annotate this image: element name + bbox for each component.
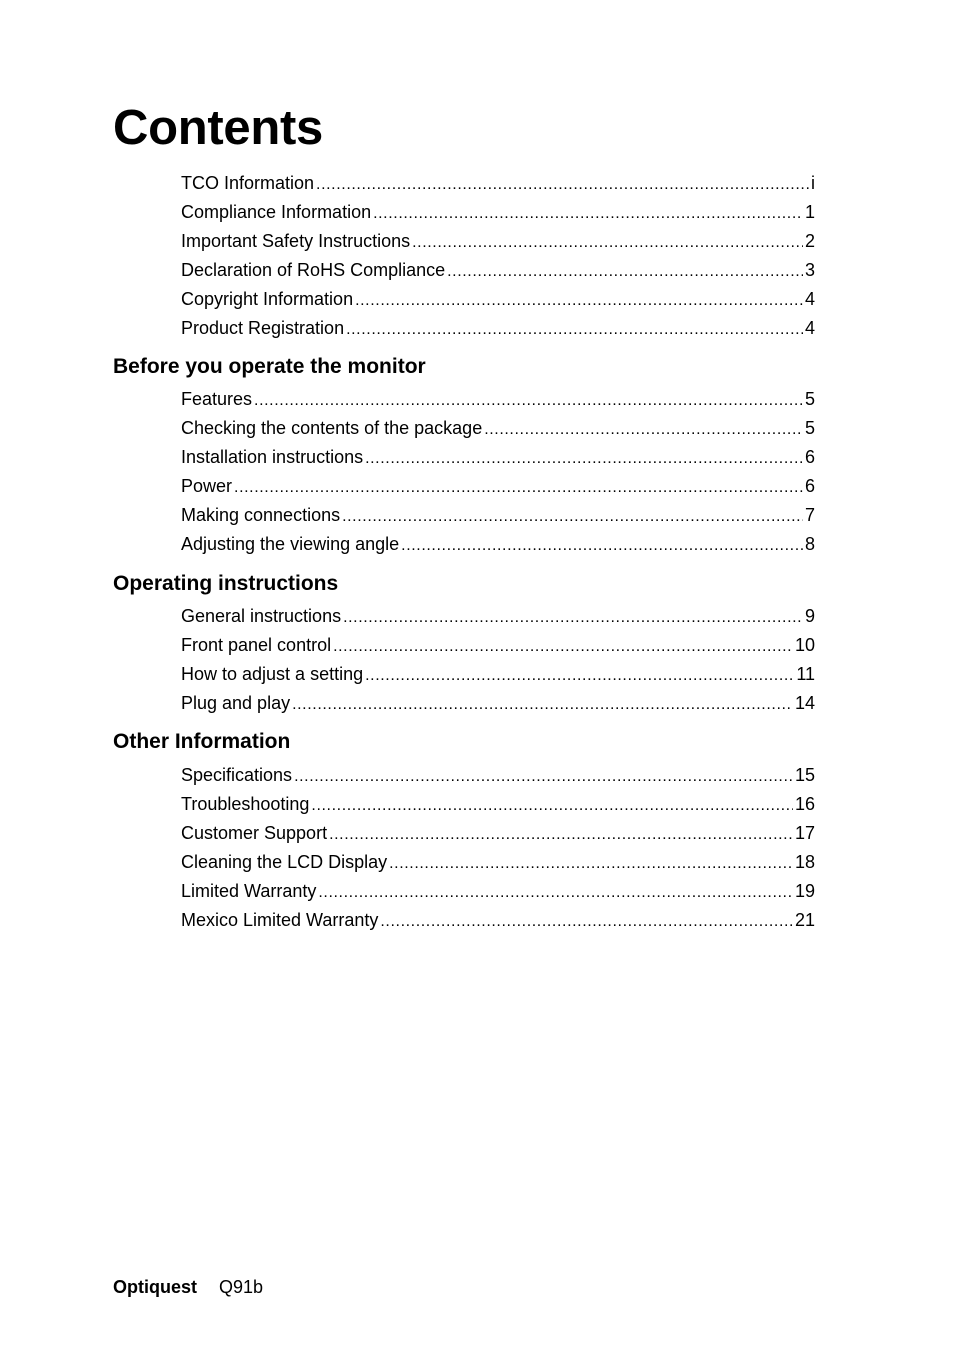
dot-leader <box>355 290 803 310</box>
toc-entry-page-number: 6 <box>804 446 815 467</box>
dot-leader <box>447 261 803 281</box>
toc-entry[interactable] <box>181 663 815 685</box>
toc-entry[interactable] <box>181 317 815 339</box>
toc-entry-label: Adjusting the viewing angle <box>181 533 400 554</box>
toc-entry-label: Customer Support <box>181 822 328 843</box>
toc-entry[interactable] <box>181 605 815 627</box>
section-heading: Other Information <box>113 730 291 753</box>
toc-entry-label: TCO Information <box>181 173 315 193</box>
toc-entry-page-number: 7 <box>804 504 815 525</box>
dot-leader <box>365 665 794 685</box>
dot-leader <box>373 203 803 223</box>
toc-entry[interactable] <box>181 417 815 439</box>
toc-entry[interactable] <box>181 822 815 844</box>
toc-entry-page-number: 2 <box>804 230 815 251</box>
toc-entry-page-number: 5 <box>804 417 815 438</box>
toc-entry-page-number: 4 <box>804 317 815 338</box>
toc-entry[interactable] <box>181 504 815 526</box>
toc-entry-page-number: 5 <box>804 389 815 409</box>
toc-entry[interactable] <box>181 288 815 310</box>
toc-entry-page-number: 10 <box>794 634 815 655</box>
toc-entry[interactable] <box>181 764 815 786</box>
dot-leader <box>329 824 793 844</box>
toc-entry-page-number: 9 <box>804 606 815 626</box>
toc-entry-label: Power <box>181 475 233 496</box>
toc-entry-page-number: 19 <box>794 880 815 901</box>
toc-entry-page-number: 8 <box>804 533 815 554</box>
toc-entry-page-number: 3 <box>804 259 815 280</box>
toc-entry[interactable] <box>181 172 815 194</box>
toc-entry[interactable] <box>181 533 815 555</box>
toc-entry-page-number: 6 <box>804 475 815 496</box>
toc-entry[interactable] <box>181 851 815 873</box>
dot-leader <box>343 607 803 627</box>
dot-leader <box>318 882 793 902</box>
toc-entry-label: Front panel control <box>181 634 332 655</box>
toc-entry-page-number: 1 <box>804 201 815 222</box>
toc-entry-label: Product Registration <box>181 317 345 338</box>
toc-entry-label: Specifications <box>181 765 293 785</box>
toc-entry[interactable] <box>181 880 815 902</box>
dot-leader <box>292 694 793 714</box>
toc-entry[interactable] <box>181 793 815 815</box>
toc-entry[interactable] <box>181 909 815 931</box>
toc-entry-page-number: i <box>811 173 815 193</box>
dot-leader <box>484 419 803 439</box>
toc-entry-page-number: 15 <box>794 765 815 785</box>
dot-leader <box>294 766 793 786</box>
dot-leader <box>234 477 803 497</box>
toc-entry-label: Compliance Information <box>181 201 372 222</box>
footer-brand: Optiquest <box>113 1277 197 1297</box>
toc-entry[interactable] <box>181 692 815 714</box>
dot-leader <box>254 390 803 410</box>
toc-entry[interactable] <box>181 634 815 656</box>
page-footer <box>113 1276 263 1298</box>
dot-leader <box>346 319 803 339</box>
toc-entry-label: Mexico Limited Warranty <box>181 909 379 930</box>
toc-entry-page-number: 4 <box>804 288 815 309</box>
toc-entry-label: Troubleshooting <box>181 793 310 814</box>
dot-leader <box>412 232 803 252</box>
section-heading: Operating instructions <box>113 572 339 595</box>
toc-entry-page-number: 18 <box>794 851 815 872</box>
toc-entry-page-number: 11 <box>796 663 815 684</box>
section-heading: Before you operate the monitor <box>113 355 426 378</box>
toc-entry[interactable] <box>181 475 815 497</box>
toc-entry-page-number: 14 <box>794 692 815 713</box>
toc-entry-label: General instructions <box>181 606 342 626</box>
toc-entry[interactable] <box>181 201 815 223</box>
toc-entry[interactable] <box>181 446 815 468</box>
dot-leader <box>316 174 809 194</box>
toc-entry-label: Installation instructions <box>181 446 364 467</box>
page-title: Contents <box>113 101 323 155</box>
footer-model: Q91b <box>219 1277 264 1297</box>
toc-entry-label: Making connections <box>181 504 341 525</box>
toc-entry-label: Plug and play <box>181 692 291 713</box>
toc-entry-label: Limited Warranty <box>181 880 317 901</box>
dot-leader <box>389 853 793 873</box>
dot-leader <box>401 535 803 555</box>
toc-entry-label: Cleaning the LCD Display <box>181 851 388 872</box>
dot-leader <box>380 911 793 931</box>
toc-entry-label: Checking the contents of the package <box>181 417 483 438</box>
toc-entry-page-number: 16 <box>794 793 815 814</box>
toc-entry-page-number: 17 <box>794 822 815 843</box>
toc-entry-label: Features <box>181 389 253 409</box>
dot-leader <box>365 448 803 468</box>
dot-leader <box>333 636 793 656</box>
toc-entry[interactable] <box>181 388 815 410</box>
toc-entry-label: Important Safety Instructions <box>181 230 411 251</box>
toc-entry[interactable] <box>181 259 815 281</box>
toc-entry-label: Declaration of RoHS Compliance <box>181 259 446 280</box>
dot-leader <box>342 506 803 526</box>
toc-entry-label: How to adjust a setting <box>181 663 364 684</box>
toc-entry[interactable] <box>181 230 815 252</box>
toc-entry-label: Copyright Information <box>181 288 354 309</box>
dot-leader <box>311 795 793 815</box>
toc-entry-page-number: 21 <box>794 909 815 930</box>
